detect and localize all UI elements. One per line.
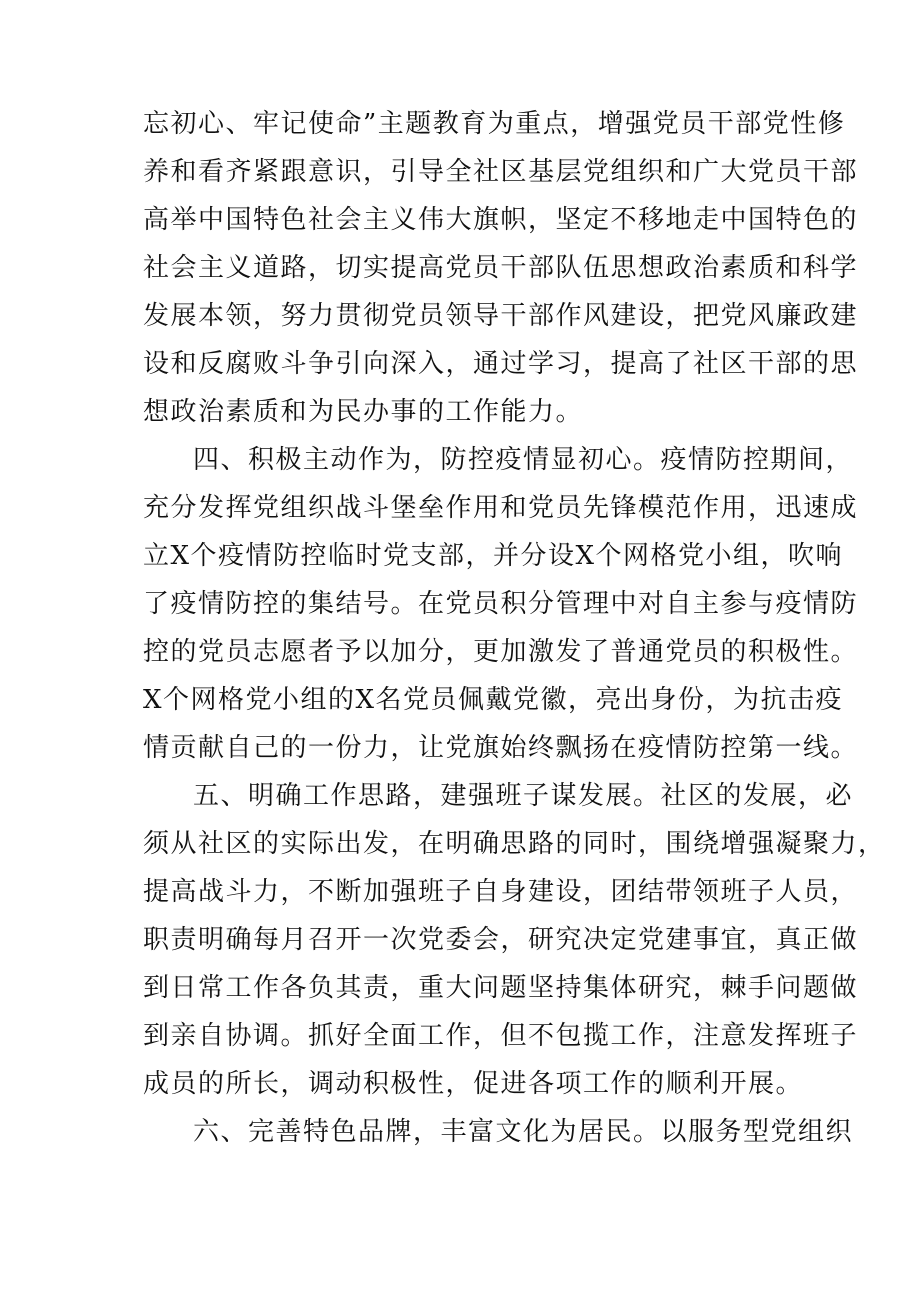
text-line: 养和看齐紧跟意识，引导全社区基层党组织和广大党员干部 xyxy=(143,157,859,187)
text-line: 忘初心、牢记使命”主题教育为重点，增强党员干部党性修 xyxy=(143,109,846,139)
text-line: 五、明确工作思路，建强班子谋发展。社区的发展，必 xyxy=(193,781,854,811)
paragraph-epidemic-control xyxy=(143,436,859,772)
document-body xyxy=(143,100,886,1156)
text-line: 社会主义道路，切实提高党员干部队伍思想政治素质和科学 xyxy=(143,253,859,283)
text-line: 高举中国特色社会主义伟大旗帜，坚定不移地走中国特色的 xyxy=(143,205,859,235)
text-line: 控的党员志愿者予以加分，更加激发了普通党员的积极性。 xyxy=(143,637,859,667)
paragraph-work-approach xyxy=(143,772,886,1108)
text-line: 想政治素质和为民办事的工作能力。 xyxy=(143,397,584,427)
paragraph-theme-education xyxy=(143,100,859,436)
text-line: 到日常工作各负其责，重大问题坚持集体研究，棘手问题做 xyxy=(143,973,859,1003)
text-line: 四、积极主动作为，防控疫情显初心。疫情防控期间， xyxy=(193,445,854,475)
paragraph-featured-brand xyxy=(143,1108,854,1156)
text-line: 情贡献自己的一份力，让党旗始终飘扬在疫情防控第一线。 xyxy=(143,733,859,763)
text-line: 成员的所长，调动积极性，促进各项工作的顺利开展。 xyxy=(143,1069,804,1099)
text-line: 六、完善特色品牌，丰富文化为居民。以服务型党组织 xyxy=(193,1117,854,1147)
text-line: 职责明确每月召开一次党委会，研究决定党建事宜，真正做 xyxy=(143,925,859,955)
text-line: 设和反腐败斗争引向深入，通过学习，提高了社区干部的思 xyxy=(143,349,859,379)
text-line: 发展本领，努力贯彻党员领导干部作风建设，把党风廉政建 xyxy=(143,301,859,331)
text-line: 到亲自协调。抓好全面工作，但不包揽工作，注意发挥班子 xyxy=(143,1021,859,1051)
text-line: 立X个疫情防控临时党支部，并分设X个网格党小组，吹响 xyxy=(143,541,844,571)
text-line: X个网格党小组的X名党员佩戴党徽，亮出身份，为抗击疫 xyxy=(143,685,844,715)
text-line: 须从社区的实际出发，在明确思路的同时，围绕增强凝聚力， xyxy=(143,829,886,859)
text-line: 提高战斗力，不断加强班子自身建设，团结带领班子人员， xyxy=(143,877,859,907)
text-line: 了疫情防控的集结号。在党员积分管理中对自主参与疫情防 xyxy=(143,589,859,619)
text-line: 充分发挥党组织战斗堡垒作用和党员先锋模范作用，迅速成 xyxy=(143,493,859,523)
